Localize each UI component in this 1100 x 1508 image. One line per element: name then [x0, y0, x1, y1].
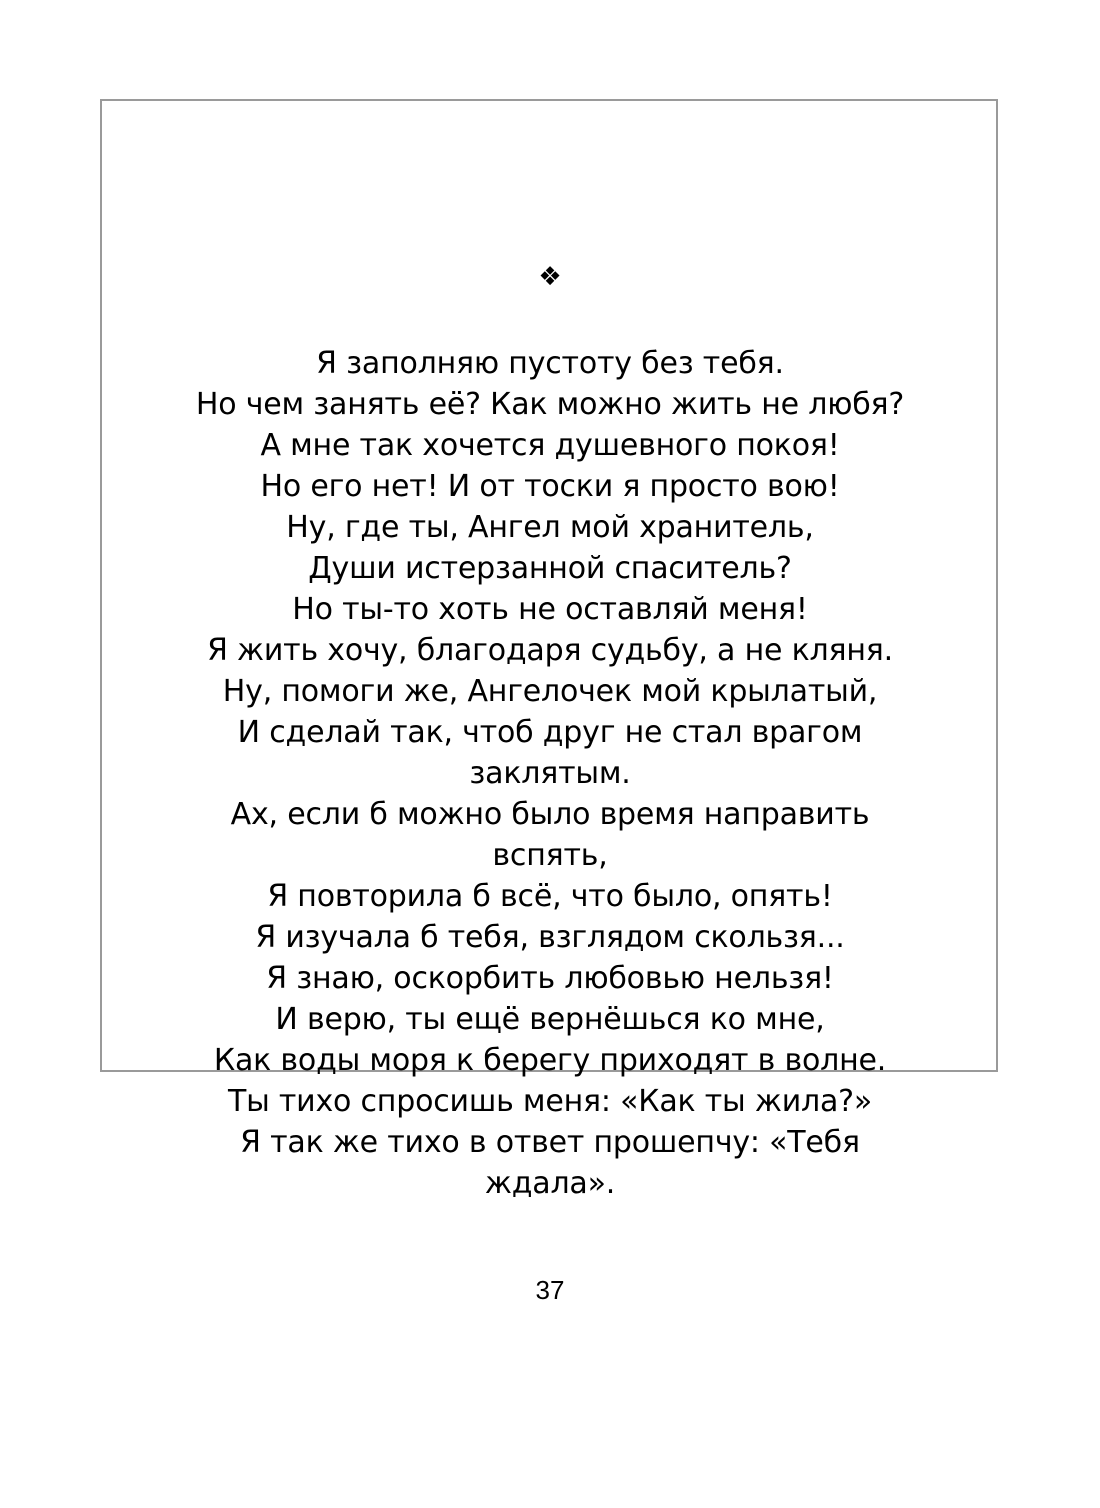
- poem-line: Ах, если б можно было время направить: [230, 797, 870, 832]
- page-number: 37: [535, 1275, 565, 1305]
- poem-line: Я повторила б всё, что было, опять!: [267, 879, 833, 914]
- poem-line: Души истерзанной спаситель?: [308, 551, 792, 586]
- poem-line: Но его нет! И от тоски я просто вою!: [260, 469, 840, 504]
- poem-line: А мне так хочется душевного покоя!: [260, 428, 840, 463]
- poem-line: И сделай так, чтоб друг не стал врагом: [237, 715, 863, 750]
- poem-line: Ну, где ты, Ангел мой хранитель,: [286, 510, 814, 545]
- poem-line: Но чем занять её? Как можно жить не любя?: [195, 387, 905, 422]
- poem-line: Как воды моря к берегу приходят в волне.: [213, 1043, 887, 1078]
- poem: [150, 343, 950, 1204]
- poem-line: ждала».: [484, 1166, 616, 1201]
- poem-line: Я изучала б тебя, взглядом скользя...: [255, 920, 845, 955]
- poem-line: Я знаю, оскорбить любовью нельзя!: [266, 961, 834, 996]
- poem-line: Но ты-то хоть не оставляй меня!: [292, 592, 808, 627]
- poem-line: Ты тихо спросишь меня: «Как ты жила?»: [227, 1084, 873, 1119]
- poem-line: Я заполняю пустоту без тебя.: [316, 346, 784, 381]
- poem-line: Я так же тихо в ответ прошепчу: «Тебя: [240, 1125, 860, 1160]
- poem-line: Ну, помоги же, Ангелочек мой крылатый,: [222, 674, 878, 709]
- poem-line: Я жить хочу, благодаря судьбу, а не кляня.: [207, 633, 893, 668]
- ornament-icon: ❖: [538, 262, 562, 292]
- poem-line: вспять,: [492, 838, 608, 873]
- poem-line: И верю, ты ещё вернёшься ко мне,: [275, 1002, 825, 1037]
- poem-line: заклятым.: [469, 756, 631, 791]
